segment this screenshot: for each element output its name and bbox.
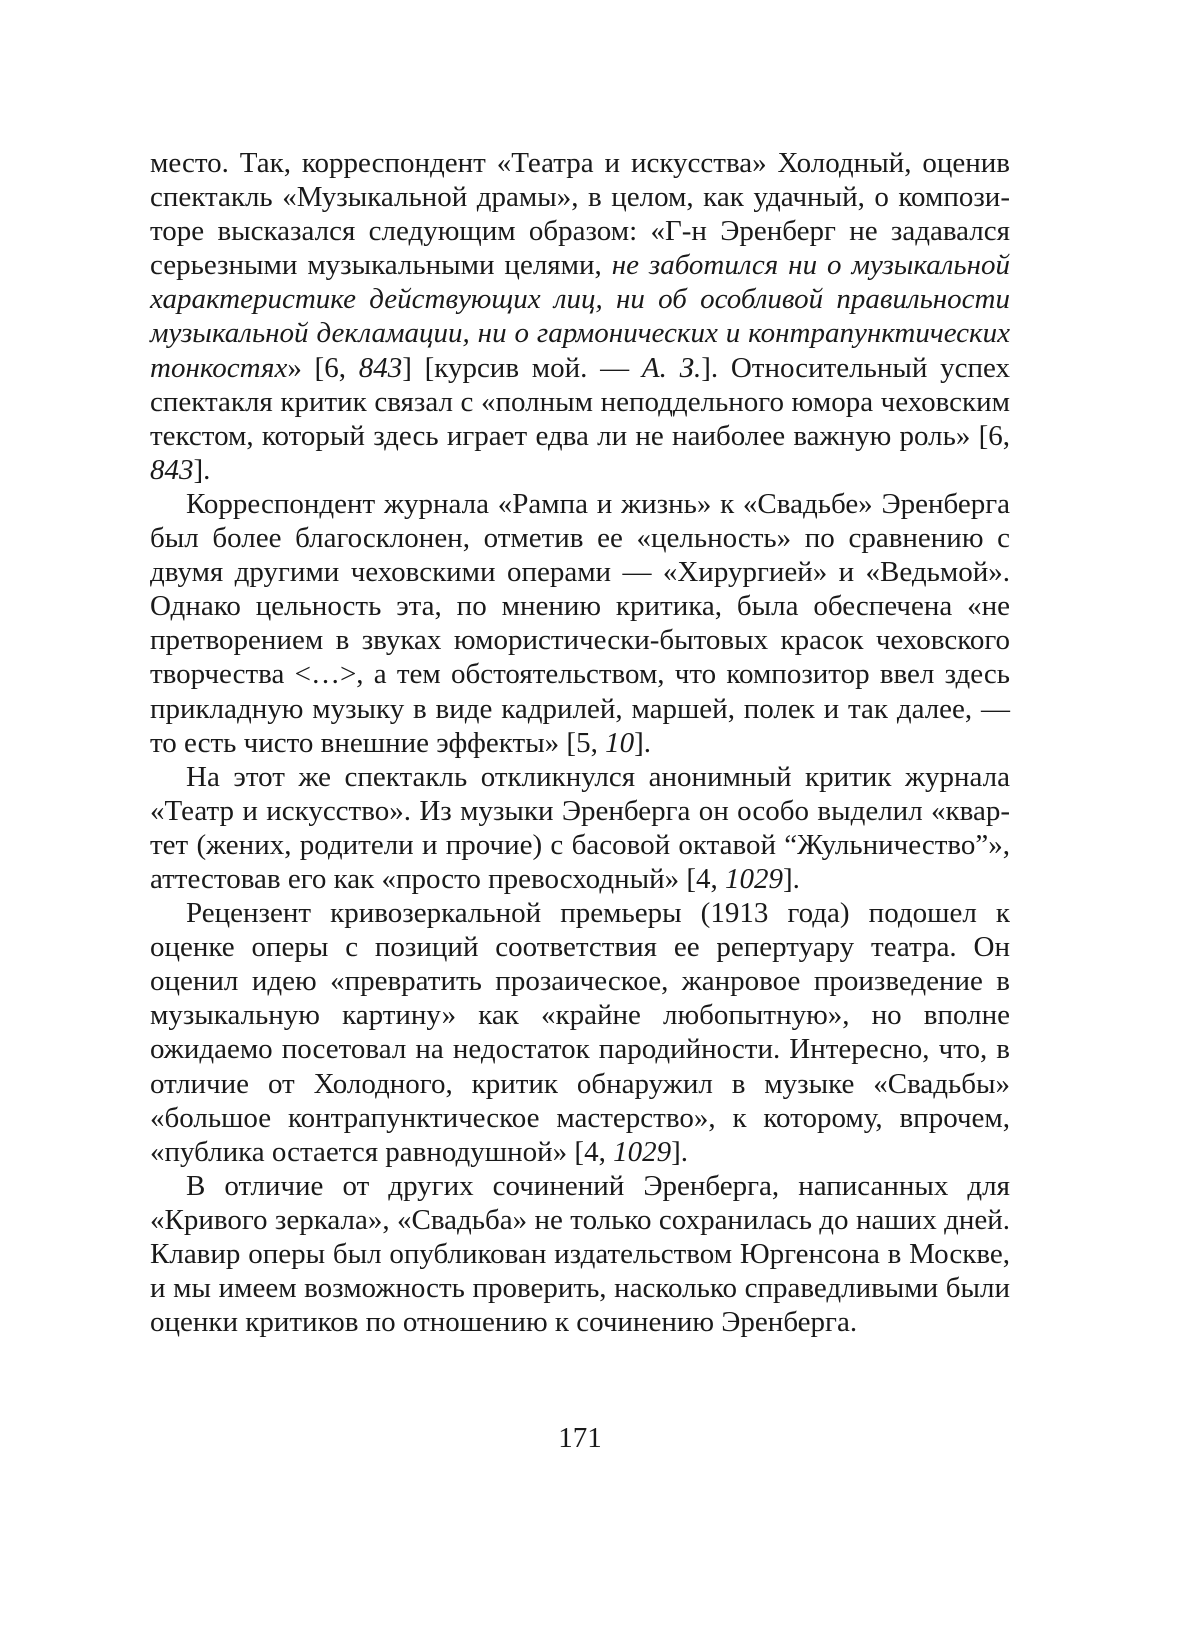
text-run: ]. xyxy=(671,1136,688,1168)
paragraph-4 xyxy=(150,896,1010,1169)
text-run: ]. xyxy=(634,727,651,759)
page-body xyxy=(150,146,1010,1339)
paragraph-5 xyxy=(150,1169,1010,1339)
paragraph-2 xyxy=(150,487,1010,760)
text-run: ]. xyxy=(194,454,211,486)
citation-page: 1029 xyxy=(613,1136,671,1168)
text-run: место. Так, корреспондент «Театра и искусства» Холодный, оценив спектакль «Музыкальной драмы», в целом, как удачный, о компози­торе высказался следующим образом: «Г-н Эренберг не задавался серьезными музыкальными целями, xyxy=(150,147,1010,281)
text-run: ]. Относительный успех спектакля критик связал с «полным неподдельного юмора че­ховским текстом, который здесь играет едва ли не наиболее важную роль» [6, xyxy=(150,352,1010,452)
text-run: Корреспондент журнала «Рампа и жизнь» к «Свадьбе» Эренбер­га был более благосклонен, отметив ее «цельность» по сравнению с двумя другими чеховскими операми — «Хирургией» и «Ведьмой». Однако цельность эта, по мнению критика, была обеспечена «не претворением в звуках юмористически-бытовых красок чеховского творчества <…>, а тем обстоятельством, что композитор ввел здесь прикладную музыку в виде кадрилей, маршей, полек и так далее, — то есть чисто внешние эффекты» [5, xyxy=(150,488,1010,759)
citation-page: 843 xyxy=(150,454,194,486)
citation-page: 10 xyxy=(605,727,634,759)
text-run: » [6, xyxy=(287,352,358,384)
citation-page: 843 xyxy=(359,352,403,384)
text-run: ] [курсив мой. — xyxy=(402,352,642,384)
text-run: На этот же спектакль откликнулся анонимный критик журнала «Театр и искусство». Из музыки Эренберга он особо выделил «квар­тет (жених, родители и прочие) с басовой октавой “Жульничество”», аттестовав его как «просто превосходный» [4, xyxy=(150,761,1010,895)
text-run: В отличие от других сочинений Эренберга, написанных для «Кривого зеркала», «Свадьба» не только сохранилась до наших дней. Клавир оперы был опубликован издательством Юргенсона в Москве, и мы имеем возможность проверить, насколько спра­ведливыми были оценки критиков по отношению к сочинению Эренберга. xyxy=(150,1170,1010,1338)
italic-quote: не заботился ни о музыкальной характеристике действующих лиц, ни об особливой правильности музыкальной декламации, ни о гармонических и контрапунктиче­ских тонкостях xyxy=(150,249,1010,383)
page-number: 171 xyxy=(0,1422,1160,1455)
text-run: Рецензент кривозеркальной премьеры (1913 года) подошел к оцен­ке оперы с позиций соответствия ее репертуару театра. Он оценил идею «превратить прозаическое, жанровое произведение в музы­кальную картину» как «крайне любопытную», но вполне ожидаемо посетовал на недостаток пародийности. Интересно, что, в отличие от Холодного, критик обнаружил в музыке «Свадьбы» «большое кон­трапунктическое мастерство», к которому, впрочем, «публика оста­ется равнодушной» [4, xyxy=(150,897,1010,1168)
citation-page: 1029 xyxy=(725,863,783,895)
paragraph-1 xyxy=(150,146,1010,487)
text-run: ]. xyxy=(783,863,800,895)
author-initials: А. З. xyxy=(642,352,701,384)
paragraph-3 xyxy=(150,760,1010,896)
